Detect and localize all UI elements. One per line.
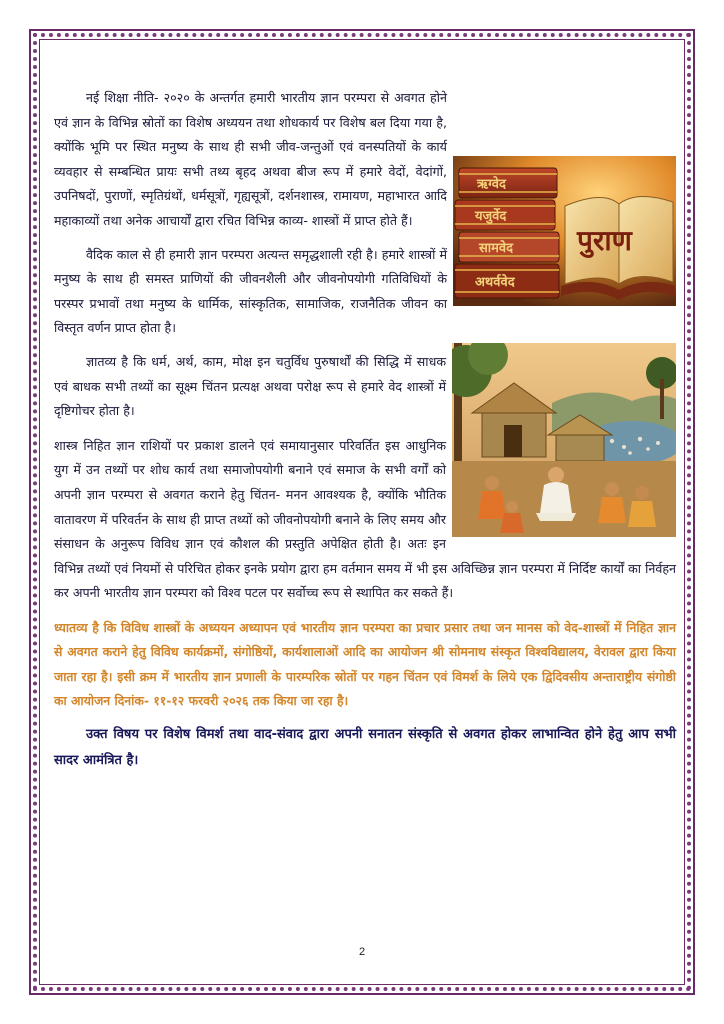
gurukul-illustration [452, 343, 676, 537]
book-stack [455, 168, 559, 298]
paragraph-purusharthas: ज्ञातव्य है कि धर्म, अर्थ, काम, मोक्ष इन चतुर्विध पुरुषार्थों की सिद्धि में साधक एवं बाधक सभी तथ्यों का सूक्ष्म चिंतन प्रत्यक्ष अथवा परोक्ष रूप से हमारे वेद शास्त्रों में दृष्टिगोचर होता है। [54, 353, 446, 419]
book-label-samaveda: सामवेद [479, 241, 514, 256]
vedas-puranas-illustration [453, 156, 676, 306]
page-number: 2 [358, 946, 366, 958]
document-body [54, 86, 676, 774]
paragraph-modern-research: शास्त्र निहित ज्ञान राशियों पर प्रकाश डालने एवं समायानुसार परिवर्तित इस आधुनिक युग में उन तथ्यों पर शोध कार्य तथा समाजोपयोगी बनाने एवं समाज के सभी वर्गों को अपनी ज्ञान परम्परा से अवगत कराने हेतु चिंतन- मनन आवश्यक है, क्योंकि भौतिक वातावरण में परिवर्तन के साथ ही प्राप्त तथ्यों को जीवनोपयोगी बनाने के लिए समय और संसाधन के अनुरूप विविध ज्ञान एवं कौशल की प्रस्तुति अपेक्षित होती है। अतः इन विभिन्न तथ्यों एवं नियमों से परिचित होकर इनके प्रयोग द्वारा हम वर्तमान समय में भी इस अविच्छिन्न ज्ञान परम्परा में निर्दिष्ट कार्यों का निर्वहन कर अपनी भारतीय ज्ञान परम्परा को विश्व पटल पर सर्वोच्च रूप से स्थापित कर सकते हैं। [54, 437, 676, 601]
book-label-rigveda: ऋग्वेद [477, 177, 506, 192]
paragraph-nep-2020: नई शिक्षा नीति- २०२० के अन्तर्गत हमारी भारतीय ज्ञान परम्परा से अवगत होने एवं ज्ञान के विभिन्न स्रोतों का विशेष अध्ययन तथा शोधकार्य पर विशेष बल दिया गया है, क्योंकि भूमि पर स्थित मनुष्य के साथ ही सभी जीव-जन्तुओं एवं वनस्पतियों के कार्य व्यवहार से सम्बन्धित प्रायः सभी तथ्य बृहद अथवा बीज रूप में हमारे वेदों, वेदांगों, उपनिषदों, पुराणों, स्मृतिग्रंथों, धर्मसूत्रों, गृह्यसूत्रों, दर्शनशास्त्र, रामायण, महाभारत आदि महाकाव्यों तथा अनेक आचार्यों द्वारा रचित विभिन्न काव्य- शास्त्रों में प्राप्त होते हैं। [54, 90, 447, 228]
paragraph-invitation: उक्त विषय पर विशेष विमर्श तथा वाद-संवाद द्वारा अपनी सनातन संस्कृति से अवगत होकर लाभान्वित होने हेतु आप सभी सादर आमंत्रित है। [54, 726, 676, 768]
paragraph-vedic-tradition: वैदिक काल से ही हमारी ज्ञान परम्परा अत्यन्त समृद्धशाली रही है। हमारे शास्त्रों में मनुष्य के साथ ही समस्त प्राणियों की जीवनशैली और जीवनोपयोगी गतिविधियों के परस्पर प्रभावों तथा मनुष्य के धार्मिक, सांस्कृतिक, सामाजिक, राजनैतिक जीवन का विस्तृत वर्णन प्राप्त होता है। [54, 246, 447, 336]
book-label-yajurveda: यजुर्वेद [475, 209, 507, 224]
book-label-atharvaveda: अथर्ववेद [475, 275, 515, 290]
ashram-painting-image [452, 343, 676, 537]
open-book-title: पुराण [577, 224, 632, 257]
paragraph-seminar-announcement: ध्यातव्य है कि विविध शास्त्रों के अध्ययन अध्यापन एवं भारतीय ज्ञान परम्परा का प्रचार प्रसार तथा जन मानस को वेद-शास्त्रों में निहित ज्ञान से अवगत कराने हेतु विविध कार्यक्रमों, संगोष्ठियों, कार्यशालाओं आदि का आयोजन श्री सोमनाथ संस्कृत विश्वविद्यालय, वेरावल द्वारा किया जाता रहा है। इसी क्रम में भारतीय ज्ञान प्रणाली के पारम्परिक स्रोतों पर गहन चिंतन एवं विमर्श के लिये एक द्विदिवसीय अन्ताराष्ट्रीय संगोष्ठी का आयोजन दिनांक- ११-१२ फरवरी २०२६ तक किया जा रहा है। [54, 619, 676, 709]
vedas-books-image [453, 156, 676, 306]
